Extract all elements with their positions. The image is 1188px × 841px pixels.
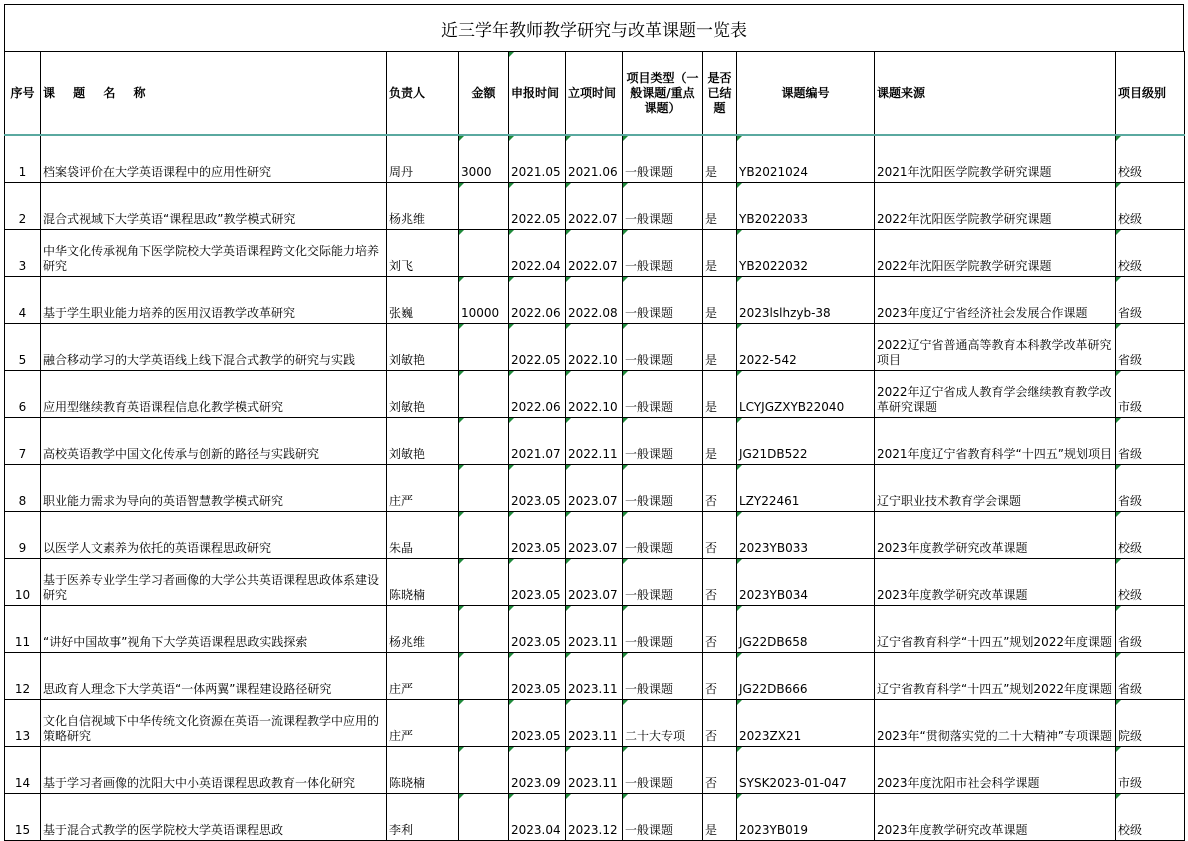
cell-finished[interactable]: 是 bbox=[703, 324, 737, 371]
cell-amount[interactable]: 3000 bbox=[459, 135, 509, 183]
cell-title[interactable]: 高校英语教学中国文化传承与创新的路径与实践研究 bbox=[41, 418, 387, 465]
cell-leader[interactable]: 张巍 bbox=[387, 277, 459, 324]
cell-title[interactable]: 档案袋评价在大学英语课程中的应用性研究 bbox=[41, 135, 387, 183]
cell-source[interactable]: 2023年“贯彻落实党的二十大精神”专项课题 bbox=[875, 700, 1116, 747]
cell-leader[interactable]: 李利 bbox=[387, 794, 459, 841]
cell-approve-time[interactable]: 2023.07 bbox=[566, 559, 623, 606]
cell-code[interactable]: 2022-542 bbox=[737, 324, 875, 371]
cell-index[interactable]: 1 bbox=[5, 135, 41, 183]
cell-amount[interactable] bbox=[459, 559, 509, 606]
cell-code[interactable]: LZY22461 bbox=[737, 465, 875, 512]
cell-approve-time[interactable]: 2023.07 bbox=[566, 465, 623, 512]
cell-finished[interactable]: 是 bbox=[703, 183, 737, 230]
sheet-title[interactable]: 近三学年教师教学研究与改革课题一览表 bbox=[4, 4, 1184, 51]
cell-approve-time[interactable]: 2022.07 bbox=[566, 183, 623, 230]
cell-apply-time[interactable]: 2022.06 bbox=[509, 277, 566, 324]
cell-leader[interactable]: 陈晓楠 bbox=[387, 559, 459, 606]
table-row bbox=[5, 371, 1185, 418]
cell-source[interactable]: 2023年度教学研究改革课题 bbox=[875, 559, 1116, 606]
cell-apply-time[interactable]: 2023.05 bbox=[509, 465, 566, 512]
cell-apply-time[interactable]: 2022.04 bbox=[509, 230, 566, 277]
cell-code[interactable]: JG22DB666 bbox=[737, 653, 875, 700]
cell-index[interactable]: 4 bbox=[5, 277, 41, 324]
cell-title[interactable]: 基于学生职业能力培养的医用汉语教学改革研究 bbox=[41, 277, 387, 324]
cell-title[interactable]: 基于医养专业学生学习者画像的大学公共英语课程思政体系建设研究 bbox=[41, 559, 387, 606]
cell-index[interactable]: 9 bbox=[5, 512, 41, 559]
cell-approve-time[interactable]: 2022.10 bbox=[566, 324, 623, 371]
cell-finished[interactable]: 否 bbox=[703, 559, 737, 606]
cell-amount[interactable] bbox=[459, 465, 509, 512]
cell-level[interactable]: 省级 bbox=[1116, 653, 1185, 700]
cell-level[interactable]: 校级 bbox=[1116, 183, 1185, 230]
cell-finished[interactable]: 是 bbox=[703, 277, 737, 324]
cell-title[interactable]: 混合式视域下大学英语“课程思政”教学模式研究 bbox=[41, 183, 387, 230]
cell-amount[interactable] bbox=[459, 794, 509, 841]
cell-level[interactable]: 校级 bbox=[1116, 794, 1185, 841]
cell-finished[interactable]: 否 bbox=[703, 653, 737, 700]
cell-code[interactable]: 2023YB033 bbox=[737, 512, 875, 559]
table-row bbox=[5, 135, 1185, 183]
table-row bbox=[5, 465, 1185, 512]
cell-title[interactable]: 文化自信视域下中华传统文化资源在英语一流课程教学中应用的策略研究 bbox=[41, 700, 387, 747]
table-row bbox=[5, 747, 1185, 794]
cell-type[interactable]: 一般课题 bbox=[623, 512, 703, 559]
cell-level[interactable]: 校级 bbox=[1116, 135, 1185, 183]
cell-code[interactable]: JG22DB658 bbox=[737, 606, 875, 653]
cell-source[interactable]: 2023年度辽宁省经济社会发展合作课题 bbox=[875, 277, 1116, 324]
cell-apply-time[interactable]: 2023.05 bbox=[509, 512, 566, 559]
cell-type[interactable]: 一般课题 bbox=[623, 559, 703, 606]
cell-amount[interactable] bbox=[459, 700, 509, 747]
cell-leader[interactable]: 刘敏艳 bbox=[387, 418, 459, 465]
cell-title[interactable]: 应用型继续教育英语课程信息化教学模式研究 bbox=[41, 371, 387, 418]
cell-type[interactable]: 二十大专项 bbox=[623, 700, 703, 747]
cell-leader[interactable]: 刘敏艳 bbox=[387, 371, 459, 418]
cell-approve-time[interactable]: 2023.11 bbox=[566, 700, 623, 747]
cell-title[interactable]: 基于混合式教学的医学院校大学英语课程思政 bbox=[41, 794, 387, 841]
cell-code[interactable]: LCYJGZXYB22040 bbox=[737, 371, 875, 418]
cell-code[interactable]: YB2021024 bbox=[737, 135, 875, 183]
cell-title[interactable]: 思政育人理念下大学英语“一体两翼”课程建设路径研究 bbox=[41, 653, 387, 700]
cell-amount[interactable] bbox=[459, 371, 509, 418]
cell-title[interactable]: 基于学习者画像的沈阳大中小英语课程思政教育一体化研究 bbox=[41, 747, 387, 794]
cell-leader[interactable]: 朱晶 bbox=[387, 512, 459, 559]
cell-index[interactable]: 14 bbox=[5, 747, 41, 794]
cell-type[interactable]: 一般课题 bbox=[623, 230, 703, 277]
cell-source[interactable]: 2021年度辽宁省教育科学“十四五”规划项目 bbox=[875, 418, 1116, 465]
project-table bbox=[4, 51, 1185, 841]
cell-amount[interactable] bbox=[459, 653, 509, 700]
cell-index[interactable]: 10 bbox=[5, 559, 41, 606]
cell-level[interactable]: 校级 bbox=[1116, 559, 1185, 606]
header-leader[interactable]: 负责人 bbox=[387, 52, 459, 136]
cell-source[interactable]: 辽宁省教育科学“十四五”规划2022年度课题 bbox=[875, 606, 1116, 653]
table-row bbox=[5, 418, 1185, 465]
cell-approve-time[interactable]: 2023.07 bbox=[566, 512, 623, 559]
cell-source[interactable]: 2022年辽宁省成人教育学会继续教育教学改革研究课题 bbox=[875, 371, 1116, 418]
table-row bbox=[5, 794, 1185, 841]
cell-finished[interactable]: 是 bbox=[703, 794, 737, 841]
cell-leader[interactable]: 杨兆维 bbox=[387, 183, 459, 230]
cell-leader[interactable]: 庄严 bbox=[387, 700, 459, 747]
cell-amount[interactable]: 10000 bbox=[459, 277, 509, 324]
cell-index[interactable]: 13 bbox=[5, 700, 41, 747]
cell-type[interactable]: 一般课题 bbox=[623, 794, 703, 841]
cell-level[interactable]: 省级 bbox=[1116, 418, 1185, 465]
cell-amount[interactable] bbox=[459, 418, 509, 465]
cell-index[interactable]: 8 bbox=[5, 465, 41, 512]
cell-index[interactable]: 2 bbox=[5, 183, 41, 230]
cell-finished[interactable]: 是 bbox=[703, 371, 737, 418]
cell-code[interactable]: YB2022032 bbox=[737, 230, 875, 277]
cell-amount[interactable] bbox=[459, 512, 509, 559]
cell-type[interactable]: 一般课题 bbox=[623, 418, 703, 465]
header-approve-time[interactable]: 立项时间 bbox=[566, 52, 623, 136]
cell-apply-time[interactable]: 2023.05 bbox=[509, 700, 566, 747]
table-row bbox=[5, 324, 1185, 371]
cell-approve-time[interactable]: 2022.07 bbox=[566, 230, 623, 277]
header-title[interactable] bbox=[41, 52, 387, 136]
header-source[interactable]: 课题来源 bbox=[875, 52, 1116, 136]
cell-title[interactable]: 以医学人文素养为依托的英语课程思政研究 bbox=[41, 512, 387, 559]
cell-finished[interactable]: 是 bbox=[703, 230, 737, 277]
cell-level[interactable]: 省级 bbox=[1116, 324, 1185, 371]
cell-apply-time[interactable]: 2021.07 bbox=[509, 418, 566, 465]
table-row bbox=[5, 183, 1185, 230]
cell-apply-time[interactable]: 2023.09 bbox=[509, 747, 566, 794]
cell-code[interactable]: 2023YB034 bbox=[737, 559, 875, 606]
cell-finished[interactable]: 是 bbox=[703, 135, 737, 183]
header-apply-time[interactable]: 申报时间 bbox=[509, 52, 566, 136]
cell-index[interactable]: 15 bbox=[5, 794, 41, 841]
cell-index[interactable]: 6 bbox=[5, 371, 41, 418]
cell-finished[interactable]: 否 bbox=[703, 747, 737, 794]
cell-leader[interactable]: 庄严 bbox=[387, 653, 459, 700]
cell-finished[interactable]: 否 bbox=[703, 700, 737, 747]
cell-source[interactable]: 辽宁省教育科学“十四五”规划2022年度课题 bbox=[875, 653, 1116, 700]
cell-type[interactable]: 一般课题 bbox=[623, 465, 703, 512]
cell-code[interactable]: 2023lslhzyb-38 bbox=[737, 277, 875, 324]
cell-title[interactable]: 中华文化传承视角下医学院校大学英语课程跨文化交际能力培养研究 bbox=[41, 230, 387, 277]
cell-approve-time[interactable]: 2022.08 bbox=[566, 277, 623, 324]
cell-type[interactable]: 一般课题 bbox=[623, 277, 703, 324]
table-row bbox=[5, 230, 1185, 277]
cell-title[interactable]: “讲好中国故事”视角下大学英语课程思政实践探索 bbox=[41, 606, 387, 653]
cell-level[interactable]: 省级 bbox=[1116, 606, 1185, 653]
cell-code[interactable]: JG21DB522 bbox=[737, 418, 875, 465]
cell-finished[interactable]: 否 bbox=[703, 606, 737, 653]
cell-type[interactable]: 一般课题 bbox=[623, 747, 703, 794]
cell-title[interactable]: 职业能力需求为导向的英语智慧教学模式研究 bbox=[41, 465, 387, 512]
cell-apply-time[interactable]: 2022.06 bbox=[509, 371, 566, 418]
cell-index[interactable]: 5 bbox=[5, 324, 41, 371]
cell-source[interactable]: 2023年度教学研究改革课题 bbox=[875, 512, 1116, 559]
cell-code[interactable]: SYSK2023-01-047 bbox=[737, 747, 875, 794]
cell-source[interactable]: 辽宁职业技术教育学会课题 bbox=[875, 465, 1116, 512]
header-level[interactable]: 项目级别 bbox=[1116, 52, 1185, 136]
cell-source[interactable]: 2022辽宁省普通高等教育本科教学改革研究项目 bbox=[875, 324, 1116, 371]
cell-level[interactable]: 市级 bbox=[1116, 371, 1185, 418]
cell-index[interactable]: 11 bbox=[5, 606, 41, 653]
cell-finished[interactable]: 否 bbox=[703, 512, 737, 559]
cell-approve-time[interactable]: 2023.11 bbox=[566, 653, 623, 700]
table-row bbox=[5, 700, 1185, 747]
cell-source[interactable]: 2021年沈阳医学院教学研究课题 bbox=[875, 135, 1116, 183]
header-row bbox=[5, 52, 1185, 136]
cell-leader[interactable]: 陈晓楠 bbox=[387, 747, 459, 794]
cell-apply-time[interactable]: 2023.04 bbox=[509, 794, 566, 841]
header-type[interactable]: 项目类型（一般课题/重点课题） bbox=[623, 52, 703, 136]
cell-apply-time[interactable]: 2023.05 bbox=[509, 559, 566, 606]
cell-apply-time[interactable]: 2023.05 bbox=[509, 606, 566, 653]
header-title-text: 课 题 名 称 bbox=[43, 85, 146, 100]
cell-approve-time[interactable]: 2023.11 bbox=[566, 747, 623, 794]
header-finished[interactable]: 是否已结题 bbox=[703, 52, 737, 136]
cell-code[interactable]: 2023ZX21 bbox=[737, 700, 875, 747]
cell-type[interactable]: 一般课题 bbox=[623, 135, 703, 183]
cell-approve-time[interactable]: 2022.10 bbox=[566, 371, 623, 418]
cell-finished[interactable]: 是 bbox=[703, 418, 737, 465]
cell-code[interactable]: 2023YB019 bbox=[737, 794, 875, 841]
header-index[interactable]: 序号 bbox=[5, 52, 41, 136]
header-amount[interactable]: 金额 bbox=[459, 52, 509, 136]
cell-level[interactable]: 校级 bbox=[1116, 512, 1185, 559]
cell-leader[interactable]: 杨兆维 bbox=[387, 606, 459, 653]
cell-leader[interactable]: 周丹 bbox=[387, 135, 459, 183]
cell-type[interactable]: 一般课题 bbox=[623, 653, 703, 700]
cell-level[interactable]: 院级 bbox=[1116, 700, 1185, 747]
cell-source[interactable]: 2023年度教学研究改革课题 bbox=[875, 794, 1116, 841]
cell-amount[interactable] bbox=[459, 606, 509, 653]
cell-amount[interactable] bbox=[459, 230, 509, 277]
cell-apply-time[interactable]: 2021.05 bbox=[509, 135, 566, 183]
cell-type[interactable]: 一般课题 bbox=[623, 606, 703, 653]
cell-apply-time[interactable]: 2022.05 bbox=[509, 324, 566, 371]
cell-amount[interactable] bbox=[459, 324, 509, 371]
table-row bbox=[5, 653, 1185, 700]
cell-leader[interactable]: 庄严 bbox=[387, 465, 459, 512]
cell-apply-time[interactable]: 2023.05 bbox=[509, 653, 566, 700]
cell-type[interactable]: 一般课题 bbox=[623, 324, 703, 371]
cell-level[interactable]: 校级 bbox=[1116, 230, 1185, 277]
table-row bbox=[5, 606, 1185, 653]
table-row bbox=[5, 277, 1185, 324]
cell-approve-time[interactable]: 2023.11 bbox=[566, 606, 623, 653]
cell-amount[interactable] bbox=[459, 747, 509, 794]
cell-type[interactable]: 一般课题 bbox=[623, 183, 703, 230]
cell-code[interactable]: YB2022033 bbox=[737, 183, 875, 230]
cell-approve-time[interactable]: 2021.06 bbox=[566, 135, 623, 183]
cell-index[interactable]: 12 bbox=[5, 653, 41, 700]
cell-level[interactable]: 市级 bbox=[1116, 747, 1185, 794]
header-code[interactable]: 课题编号 bbox=[737, 52, 875, 136]
cell-level[interactable]: 省级 bbox=[1116, 465, 1185, 512]
cell-type[interactable]: 一般课题 bbox=[623, 371, 703, 418]
cell-index[interactable]: 3 bbox=[5, 230, 41, 277]
cell-finished[interactable]: 否 bbox=[703, 465, 737, 512]
cell-amount[interactable] bbox=[459, 183, 509, 230]
cell-index[interactable]: 7 bbox=[5, 418, 41, 465]
cell-leader[interactable]: 刘飞 bbox=[387, 230, 459, 277]
cell-apply-time[interactable]: 2022.05 bbox=[509, 183, 566, 230]
cell-source[interactable]: 2023年度沈阳市社会科学课题 bbox=[875, 747, 1116, 794]
cell-approve-time[interactable]: 2023.12 bbox=[566, 794, 623, 841]
cell-source[interactable]: 2022年沈阳医学院教学研究课题 bbox=[875, 183, 1116, 230]
cell-source[interactable]: 2022年沈阳医学院教学研究课题 bbox=[875, 230, 1116, 277]
table-row bbox=[5, 512, 1185, 559]
cell-title[interactable]: 融合移动学习的大学英语线上线下混合式教学的研究与实践 bbox=[41, 324, 387, 371]
table-row bbox=[5, 559, 1185, 606]
cell-approve-time[interactable]: 2022.11 bbox=[566, 418, 623, 465]
cell-leader[interactable]: 刘敏艳 bbox=[387, 324, 459, 371]
cell-level[interactable]: 省级 bbox=[1116, 277, 1185, 324]
